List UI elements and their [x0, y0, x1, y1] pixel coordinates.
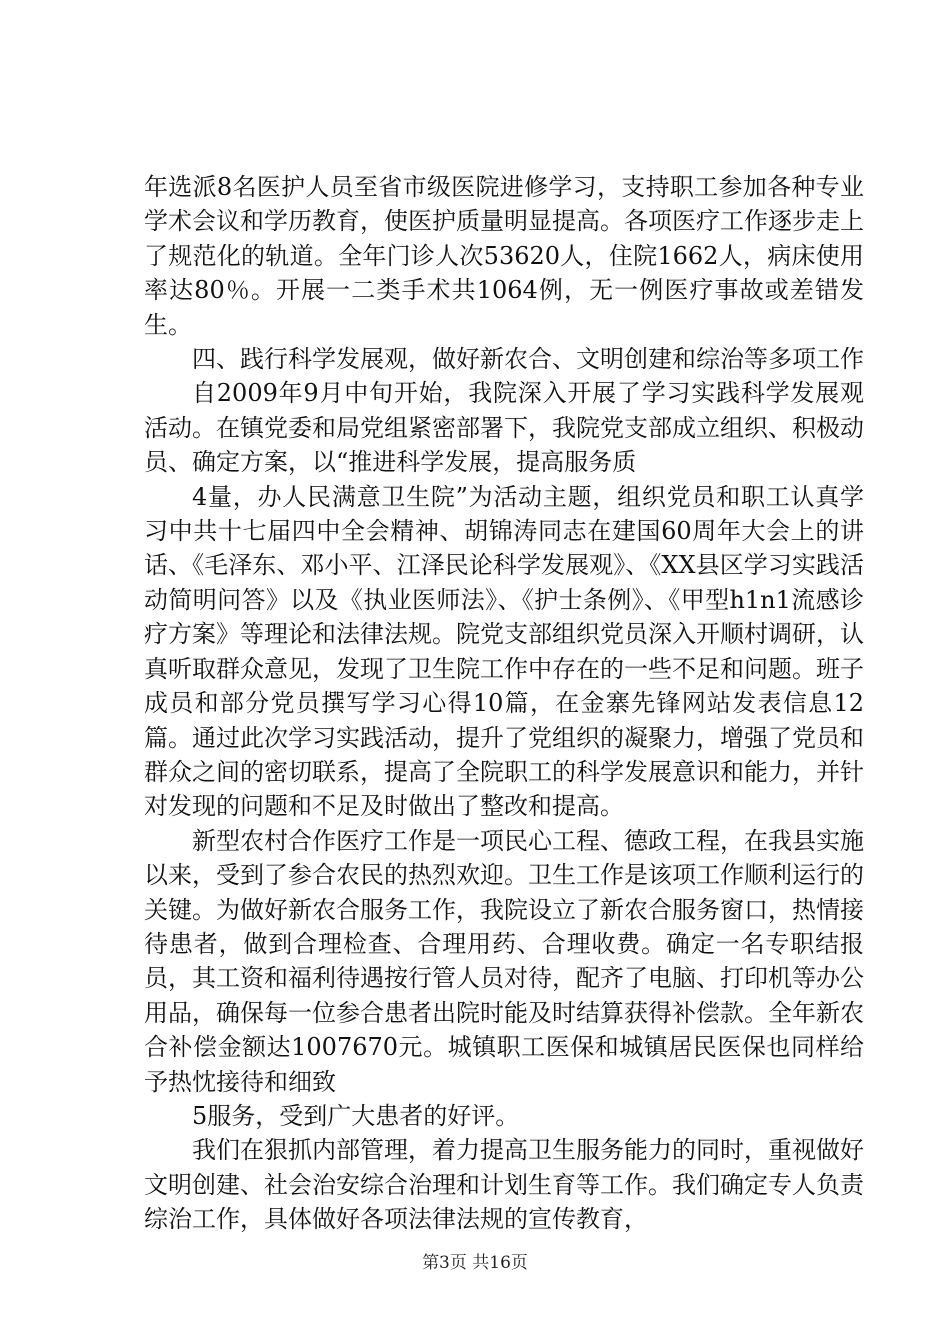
- paragraph-study-activity-continued: 4量，办人民满意卫生院”为活动主题，组织党员和职工认真学习中共十七届四中全会精神、胡锦涛同志在建国60周年大会上的讲话、《毛泽东、邓小平、江泽民论科学发展观》、《XX县区学习实践活动简明问答》以及《执业医师法》、《护士条例》、《甲型h1n1流感诊疗方案》等理论和法律法规。院党支部组织党员深入开顺村调研，认真听取群众意见，发现了卫生院工作中存在的一些不足和问题。班子成员和部分党员撰写学习心得10篇，在金寨先锋网站发表信息12篇。通过此次学习实践活动，提升了党组织的凝聚力，增强了党员和群众之间的密切联系，提高了全院职工的科学发展意识和能力，并针对发现的问题和不足及时做出了整改和提高。: [144, 482, 864, 821]
- paragraph-rural-cooperative-medical: 新型农村合作医疗工作是一项民心工程、德政工程，在我县实施以来，受到了参合农民的热烈欢迎。卫生工作是该项工作顺利运行的关键。为做好新农合服务工作，我院设立了新农合服务窗口，热情接待患者，做到合理检查、合理用药、合理收费。确定一名专职结报员，其工资和福利待遇按行管人员对待，配齐了电脑、打印机等办公用品，确保每一位参合患者出院时能及时结算获得补偿款。全年新农合补偿金额达1007670元。城镇职工医保和城镇居民医保也同样给予热忱接待和细致: [144, 826, 864, 1096]
- section-heading-four: 四、践行科学发展观，做好新农合、文明创建和综治等多项工作: [192, 345, 864, 374]
- page-number-footer: 第3页 共16页: [422, 1253, 528, 1273]
- paragraph-study-activity-start: 自2009年9月中旬开始，我院深入开展了学习实践科学发展观活动。在镇党委和局党组紧密部署下，我院党支部成立组织、积极动员、确定方案，以“推进科学发展，提高服务质: [144, 379, 864, 477]
- paragraph-service-praise: 5服务，受到广大患者的好评。: [192, 1101, 520, 1130]
- document-body: [144, 170, 864, 1237]
- paragraph-training-summary: 年选派8名医护人员至省市级医院进修学习，支持职工参加各种专业学术会议和学历教育，使医护质量明显提高。各项医疗工作逐步走上了规范化的轨道。全年门诊人次53620人，住院1662人，病床使用率达80％。开展一二类手术共1064例，无一例医疗事故或差错发生。: [144, 173, 864, 339]
- paragraph-civilization-building: 我们在狠抓内部管理，着力提高卫生服务能力的同时，重视做好文明创建、社会治安综合治理和计划生育等工作。我们确定专人负责综治工作，具体做好各项法律法规的宣传教育，: [144, 1136, 864, 1234]
